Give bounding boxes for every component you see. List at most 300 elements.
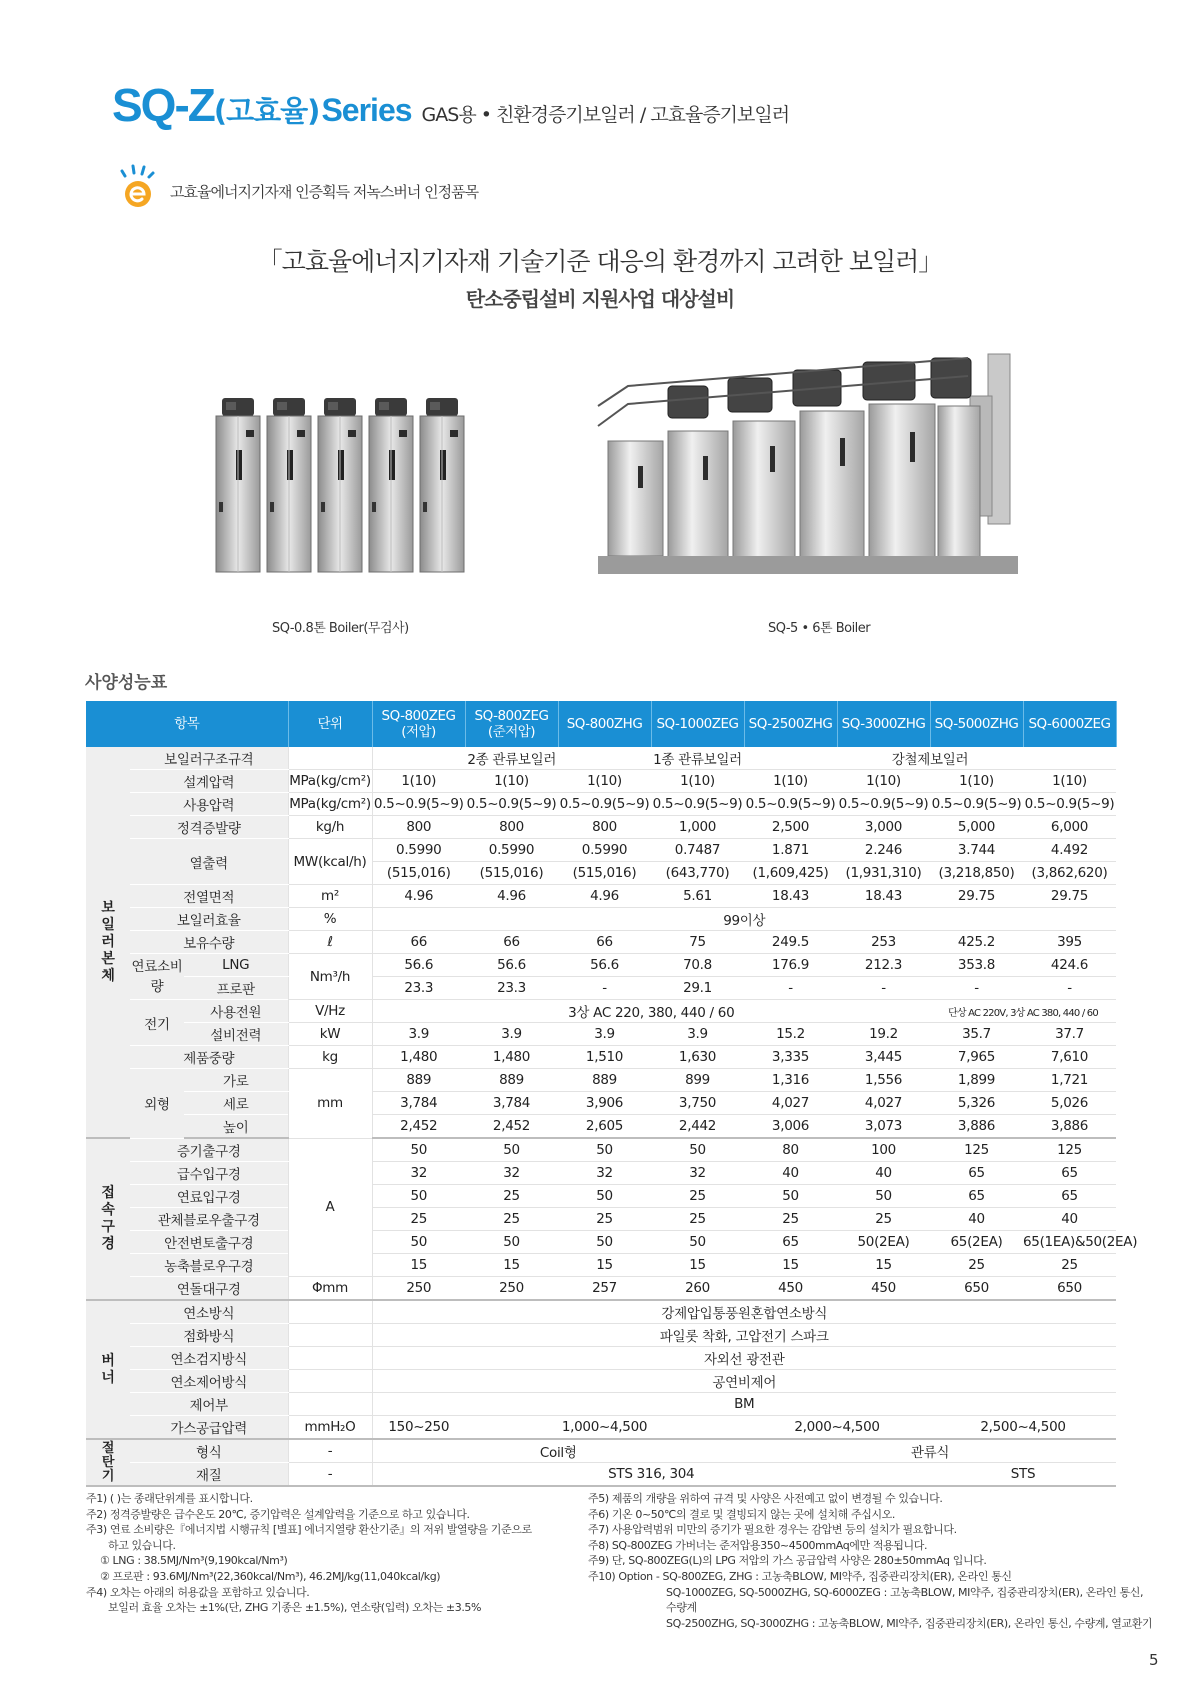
note-line: 수량계 (666, 1601, 697, 1615)
note-line: 보일러 효율 오차는 ±1%(단, ZHG 기종은 ±1.5%), 연소량(입력) 오차는 ±3.5% (108, 1601, 482, 1615)
value-cell: (515,016) (465, 862, 558, 885)
boiler-unit (369, 398, 413, 572)
boiler-unit (267, 398, 311, 572)
value-cell: 40 (930, 1208, 1023, 1231)
header-unit: 단위 (288, 701, 372, 747)
value-cell: 3,073 (837, 1115, 930, 1139)
value-cell: 125 (930, 1138, 1023, 1162)
value-cell: 257 (558, 1277, 651, 1301)
value-cell: 50 (465, 1138, 558, 1162)
value-cell: 65 (744, 1231, 837, 1254)
label-heat-output: 열출력 (130, 839, 288, 885)
group-burner: 버너 (86, 1300, 130, 1439)
note-line: 주1) ( )는 종래단위계를 표시합니다. (86, 1492, 253, 1505)
note-line: 주5) 제품의 개량을 위하여 규격 및 사양은 사전예고 없이 변경될 수 있습니다. (588, 1492, 943, 1505)
value-cell: STS 316, 304 (372, 1463, 930, 1487)
value-cell: 7,610 (1023, 1046, 1116, 1069)
header-model (372, 701, 465, 747)
value-cell: 0.5~0.9(5~9) (558, 793, 651, 816)
value-cell: 50 (837, 1185, 930, 1208)
value-cell: 3,886 (930, 1115, 1023, 1139)
value-cell: 253 (837, 931, 930, 954)
value-cell: 단상 AC 220V, 3상 AC 380, 440 / 60 (930, 1000, 1116, 1023)
label-ignition: 점화방식 (130, 1324, 288, 1347)
value-cell: 66 (558, 931, 651, 954)
value-cell: 3상 AC 220, 380, 440 / 60 (372, 1000, 930, 1023)
unit-cell: - (288, 1463, 372, 1487)
cert-text: 고효율에너지기자재 인증획득 저녹스버너 인정품목 (170, 183, 479, 201)
page-title (112, 78, 789, 132)
title-paren: (고효율) (213, 94, 320, 128)
unit-cell: - (288, 1439, 372, 1463)
spec-heading: 사양성능표 (85, 673, 168, 693)
value-cell: 50 (558, 1185, 651, 1208)
label-blow: 관체블로우출구경 (130, 1208, 288, 1231)
value-cell: 50 (558, 1138, 651, 1162)
unit-cell (288, 747, 372, 770)
value-cell: 0.5~0.9(5~9) (930, 793, 1023, 816)
unit-cell: Φmm (288, 1277, 372, 1301)
label-depth: 세로 (184, 1092, 288, 1115)
unit-cell: mm (288, 1069, 372, 1139)
unit-cell (288, 1324, 372, 1347)
value-cell: 2,000~4,500 (744, 1416, 930, 1440)
value-cell: 23.3 (465, 977, 558, 1000)
value-cell: 15 (744, 1254, 837, 1277)
row-width (86, 1069, 1116, 1092)
value-cell: 650 (930, 1277, 1023, 1301)
value-cell: 1.871 (744, 839, 837, 862)
note-line: 주3) 연료 소비량은『에너지법 시행규칙 [별표] 에너지열량 환산기준』의 저위 발열량을 기준으로 (86, 1523, 532, 1537)
value-cell: 50 (651, 1231, 744, 1254)
value-cell: 19.2 (837, 1023, 930, 1046)
label-dims: 외형 (130, 1069, 184, 1139)
title-model: SQ-Z (112, 79, 214, 131)
value-cell: 50 (372, 1138, 465, 1162)
value-cell: 2,500 (744, 816, 837, 839)
value-cell: 1(10) (651, 770, 744, 793)
value-cell: 3,886 (1023, 1115, 1116, 1139)
value-cell: 800 (465, 816, 558, 839)
row-heat-output (86, 839, 1116, 862)
value-cell: - (558, 977, 651, 1000)
value-cell: 5,326 (930, 1092, 1023, 1115)
label-height: 높이 (184, 1115, 288, 1139)
value-cell: 450 (837, 1277, 930, 1301)
note-line: 주9) 단, SQ-800ZEG(L)의 LPG 저압의 가스 공급압력 사양은 280±50mmAq 입니다. (588, 1554, 987, 1568)
left-image-caption: SQ-0.8톤 Boiler(무검사) (272, 621, 409, 636)
value-cell: 1,899 (930, 1069, 1023, 1092)
value-cell: 0.5~0.9(5~9) (744, 793, 837, 816)
value-cell: 353.8 (930, 954, 1023, 977)
value-cell: 66 (372, 931, 465, 954)
value-cell: (643,770) (651, 862, 744, 885)
value-cell: 25 (558, 1208, 651, 1231)
unit-cell (288, 1370, 372, 1393)
value-cell: 4.96 (558, 885, 651, 908)
value-cell: 50 (372, 1231, 465, 1254)
value-cell: 25 (651, 1208, 744, 1231)
group-eco: 절탄기 (86, 1439, 130, 1486)
value-cell: 395 (1023, 931, 1116, 954)
label-power: 설비전력 (184, 1023, 288, 1046)
value-cell: 1,000~4,500 (465, 1416, 744, 1440)
label-width: 가로 (184, 1069, 288, 1092)
label-weight: 제품중량 (130, 1046, 288, 1069)
value-cell: 80 (744, 1138, 837, 1162)
unit-cell: kW (288, 1023, 372, 1046)
label-lng: LNG (184, 954, 288, 977)
boiler-unit (216, 398, 260, 572)
label-fuel-in: 연료입구경 (130, 1185, 288, 1208)
value-cell: 176.9 (744, 954, 837, 977)
header-model: SQ-6000ZEG (1023, 701, 1116, 747)
value-cell: 4.96 (465, 885, 558, 908)
value-cell: 50 (651, 1138, 744, 1162)
model-name: SQ-800ZEG (474, 708, 549, 724)
label-chimney: 연돌대구경 (130, 1277, 288, 1301)
value-cell: 40 (744, 1162, 837, 1185)
value-cell: 56.6 (558, 954, 651, 977)
value-cell: 1,000 (651, 816, 744, 839)
note-line: ② 프로판 : 93.6MJ/Nm³(22,360kcal/Nm³), 46.2MJ/kg(11,040kcal/kg) (100, 1569, 441, 1583)
unit-cell: kg (288, 1046, 372, 1069)
value-cell: 18.43 (744, 885, 837, 908)
label-control: 연소제어방식 (130, 1370, 288, 1393)
slogan-sub: 탄소중립설비 지원사업 대상설비 (465, 287, 735, 311)
value-cell: 40 (837, 1162, 930, 1185)
value-cell: - (930, 977, 1023, 1000)
value-cell: 4.96 (372, 885, 465, 908)
value-cell: 강제압입통풍원혼합연소방식 (372, 1300, 1116, 1324)
value-cell: 파일롯 착화, 고압전기 스파크 (372, 1324, 1116, 1347)
value-cell: BM (372, 1393, 1116, 1416)
value-cell: (515,016) (372, 862, 465, 885)
value-cell: 4.492 (1023, 839, 1116, 862)
row-comb-type (86, 1300, 1116, 1324)
label-use-pressure: 사용압력 (130, 793, 288, 816)
value-cell: 5,000 (930, 816, 1023, 839)
value-cell: 3,335 (744, 1046, 837, 1069)
row-structure (86, 747, 1116, 770)
value-cell: 7,965 (930, 1046, 1023, 1069)
value-cell: 99이상 (372, 908, 1116, 931)
value-cell: 65 (1023, 1162, 1116, 1185)
header-model: SQ-1000ZEG (651, 701, 744, 747)
note-line: 주8) SQ-800ZEG 가버너는 준저압용350~4500mmAq에만 적용됩니다. (588, 1538, 928, 1552)
row-power (86, 1023, 1116, 1046)
spec-header-row (86, 701, 1116, 747)
value-cell: 0.5~0.9(5~9) (651, 793, 744, 816)
row-depth (86, 1092, 1116, 1115)
row-steam-out (86, 1138, 1116, 1162)
value-cell: 1,480 (372, 1046, 465, 1069)
value-cell: 3,445 (837, 1046, 930, 1069)
value-cell: - (744, 977, 837, 1000)
label-elec: 전기 (130, 1000, 184, 1046)
value-cell: 0.5990 (558, 839, 651, 862)
value-cell: 25 (930, 1254, 1023, 1277)
value-cell: 25 (837, 1208, 930, 1231)
header-model: SQ-800ZHG (558, 701, 651, 747)
value-cell: 56.6 (465, 954, 558, 977)
note-line: 주7) 사용압력범위 미만의 증기가 필요한 경우는 감압변 등의 설치가 필요합니다. (588, 1523, 957, 1537)
sq-08-boiler-image (212, 398, 470, 578)
unit-cell: kg/h (288, 816, 372, 839)
value-cell: 3,006 (744, 1115, 837, 1139)
value-cell: 150~250 (372, 1416, 465, 1440)
note-line: SQ-2500ZHG, SQ-3000ZHG : 고농축BLOW, MI약주, 집중관리장치(ER), 온라인 통신, 수량계, 열교환기 (666, 1616, 1153, 1630)
value-cell: 2.246 (837, 839, 930, 862)
value-cell: 5.61 (651, 885, 744, 908)
row-control (86, 1370, 1116, 1393)
efficiency-cert-logo-icon (113, 163, 161, 211)
value-cell: 32 (372, 1162, 465, 1185)
row-design-pressure (86, 770, 1116, 793)
value-cell: 2종 관류보일러 (372, 747, 651, 770)
value-cell: 56.6 (372, 954, 465, 977)
value-cell: 5,026 (1023, 1092, 1116, 1115)
value-cell: 249.5 (744, 931, 837, 954)
value-cell: (1,609,425) (744, 862, 837, 885)
unit-cell: Nm³/h (288, 954, 372, 1000)
value-cell: - (837, 977, 930, 1000)
row-chimney (86, 1277, 1116, 1301)
value-cell: 1,630 (651, 1046, 744, 1069)
note-line: SQ-1000ZEG, SQ-5000ZHG, SQ-6000ZEG : 고농축BLOW, MI약주, 집중관리장치(ER), 온라인 통신, (666, 1585, 1144, 1599)
value-cell: 2,452 (372, 1115, 465, 1139)
row-propane (86, 977, 1116, 1000)
value-cell: 250 (465, 1277, 558, 1301)
value-cell: 15 (837, 1254, 930, 1277)
value-cell: 0.5~0.9(5~9) (372, 793, 465, 816)
label-feed-in: 급수입구경 (130, 1162, 288, 1185)
value-cell: 0.5~0.9(5~9) (837, 793, 930, 816)
row-ignition (86, 1324, 1116, 1347)
unit-cell (288, 1393, 372, 1416)
note-line: 주2) 정격증발량은 급수온도 20℃, 증기압력은 설계압력을 기준으로 하고 있습니다. (86, 1507, 470, 1521)
unit-cell: V/Hz (288, 1000, 372, 1023)
label-cond-blow: 농축블로우구경 (130, 1254, 288, 1277)
label-material: 재질 (130, 1463, 288, 1487)
row-water (86, 931, 1116, 954)
value-cell: 1종 관류보일러 (651, 747, 744, 770)
label-comb-type: 연소방식 (130, 1300, 288, 1324)
value-cell: 0.7487 (651, 839, 744, 862)
header-model: SQ-2500ZHG (744, 701, 837, 747)
value-cell: 관류식 (744, 1439, 1116, 1463)
value-cell: 3,784 (372, 1092, 465, 1115)
value-cell: 25 (651, 1185, 744, 1208)
value-cell: 800 (372, 816, 465, 839)
slogan: 「고효율에너지기자재 기술기준 대응의 환경까지 고려한 보일러」 (257, 247, 943, 276)
value-cell: 800 (558, 816, 651, 839)
value-cell: 1,556 (837, 1069, 930, 1092)
value-cell: 212.3 (837, 954, 930, 977)
value-cell: 2,442 (651, 1115, 744, 1139)
header-item: 항목 (86, 701, 288, 747)
value-cell: 65(1EA)&50(2EA) (1023, 1231, 1116, 1254)
value-cell: 2,500~4,500 (930, 1416, 1116, 1440)
boiler-unit (420, 398, 464, 572)
label-heat-area: 전열면적 (130, 885, 288, 908)
title-series: Series (321, 92, 412, 128)
label-efficiency: 보일러효율 (130, 908, 288, 931)
notes-left (86, 1491, 532, 1616)
note-line: 하고 있습니다. (108, 1538, 176, 1552)
label-steam-out: 증기출구경 (130, 1138, 288, 1162)
value-cell: 650 (1023, 1277, 1116, 1301)
row-height (86, 1115, 1116, 1139)
value-cell: 889 (558, 1069, 651, 1092)
row-lng (86, 954, 1116, 977)
value-cell: 18.43 (837, 885, 930, 908)
unit-cell (288, 1347, 372, 1370)
value-cell: 32 (651, 1162, 744, 1185)
note-line: 주6) 기온 0~50℃의 결로 및 결빙되지 않는 곳에 설치해 주십시오. (588, 1507, 895, 1521)
value-cell: 37.7 (1023, 1023, 1116, 1046)
row-material (86, 1463, 1116, 1487)
label-eco-type: 형식 (130, 1439, 288, 1463)
value-cell: 1(10) (558, 770, 651, 793)
model-sub: (저압) (401, 724, 436, 740)
value-cell: 32 (558, 1162, 651, 1185)
value-cell: 15.2 (744, 1023, 837, 1046)
unit-cell: mmH₂O (288, 1416, 372, 1440)
value-cell: 23.3 (372, 977, 465, 1000)
row-use-pressure (86, 793, 1116, 816)
value-cell: 0.5~0.9(5~9) (1023, 793, 1116, 816)
value-cell: 50 (744, 1185, 837, 1208)
value-cell: 15 (651, 1254, 744, 1277)
header-model (465, 701, 558, 747)
value-cell: (3,862,620) (1023, 862, 1116, 885)
value-cell: (3,218,850) (930, 862, 1023, 885)
value-cell: 3,000 (837, 816, 930, 839)
value-cell: 250 (372, 1277, 465, 1301)
label-gas-pressure: 가스공급압력 (130, 1416, 288, 1440)
value-cell: 1(10) (372, 770, 465, 793)
label-detect: 연소검지방식 (130, 1347, 288, 1370)
label-safety: 안전변토출구경 (130, 1231, 288, 1254)
value-cell: 424.6 (1023, 954, 1116, 977)
value-cell: 75 (651, 931, 744, 954)
value-cell: 1,510 (558, 1046, 651, 1069)
value-cell: 3,784 (465, 1092, 558, 1115)
value-cell: 0.5990 (465, 839, 558, 862)
value-cell: Coil형 (372, 1439, 744, 1463)
row-controller (86, 1393, 1116, 1416)
value-cell: 2,605 (558, 1115, 651, 1139)
value-cell: 65 (930, 1162, 1023, 1185)
model-sub: (준저압) (487, 724, 536, 740)
unit-cell: A (288, 1138, 372, 1277)
value-cell: 3.744 (930, 839, 1023, 862)
header-model: SQ-5000ZHG (930, 701, 1023, 747)
value-cell: 70.8 (651, 954, 744, 977)
label-rated-steam: 정격증발량 (130, 816, 288, 839)
page-number: 5 (1149, 1651, 1159, 1669)
value-cell: 3.9 (558, 1023, 651, 1046)
label-power-supply: 사용전원 (184, 1000, 288, 1023)
notes-right (588, 1491, 1152, 1631)
value-cell: 1(10) (1023, 770, 1116, 793)
value-cell: 25 (465, 1208, 558, 1231)
unit-cell: MPa(kg/cm²) (288, 793, 372, 816)
unit-cell: MPa(kg/cm²) (288, 770, 372, 793)
value-cell: 35.7 (930, 1023, 1023, 1046)
group-conn: 접속구경 (86, 1138, 130, 1300)
label-propane: 프로판 (184, 977, 288, 1000)
value-cell: 50 (372, 1185, 465, 1208)
value-cell: 3.9 (372, 1023, 465, 1046)
right-image-caption: SQ-5 • 6톤 Boiler (768, 621, 871, 636)
row-blow (86, 1208, 1116, 1231)
boiler-unit (318, 398, 362, 572)
label-design-pressure: 설계압력 (130, 770, 288, 793)
value-cell: 1(10) (837, 770, 930, 793)
value-cell: 25 (372, 1208, 465, 1231)
value-cell: 1,480 (465, 1046, 558, 1069)
value-cell: 4,027 (837, 1092, 930, 1115)
value-cell: 6,000 (1023, 816, 1116, 839)
value-cell: 50 (465, 1231, 558, 1254)
value-cell: 3.9 (651, 1023, 744, 1046)
row-heat-area (86, 885, 1116, 908)
header-model: SQ-3000ZHG (837, 701, 930, 747)
value-cell: 0.5~0.9(5~9) (465, 793, 558, 816)
value-cell: 40 (1023, 1208, 1116, 1231)
unit-cell: m² (288, 885, 372, 908)
unit-cell: MW(kcal/h) (288, 839, 372, 885)
row-eco-type (86, 1439, 1116, 1463)
value-cell: 4,027 (744, 1092, 837, 1115)
value-cell: 1(10) (465, 770, 558, 793)
value-cell: 125 (1023, 1138, 1116, 1162)
value-cell: 3,750 (651, 1092, 744, 1115)
value-cell: 29.75 (930, 885, 1023, 908)
value-cell: 65(2EA) (930, 1231, 1023, 1254)
value-cell: 65 (1023, 1185, 1116, 1208)
label-structure: 보일러구조규격 (130, 747, 288, 770)
value-cell: 강철제보일러 (744, 747, 1116, 770)
value-cell: 889 (465, 1069, 558, 1092)
value-cell: STS (930, 1463, 1116, 1487)
row-fuel-in (86, 1185, 1116, 1208)
row-efficiency (86, 908, 1116, 931)
label-controller: 제어부 (130, 1393, 288, 1416)
value-cell: (1,931,310) (837, 862, 930, 885)
sq-5-6-boiler-image (598, 346, 1028, 578)
value-cell: 66 (465, 931, 558, 954)
model-name: SQ-800ZEG (381, 708, 456, 724)
row-safety (86, 1231, 1116, 1254)
value-cell: 32 (465, 1162, 558, 1185)
value-cell: 29.1 (651, 977, 744, 1000)
row-feed-in (86, 1162, 1116, 1185)
title-subtitle: GAS용 • 친환경증기보일러 / 고효율증기보일러 (421, 104, 790, 126)
value-cell: 공연비제어 (372, 1370, 1116, 1393)
unit-cell: % (288, 908, 372, 931)
row-power-supply (86, 1000, 1116, 1023)
group-body: 보일러본체 (86, 747, 130, 1138)
value-cell: (515,016) (558, 862, 651, 885)
value-cell: - (1023, 977, 1116, 1000)
value-cell: 450 (744, 1277, 837, 1301)
value-cell: 15 (558, 1254, 651, 1277)
value-cell: 3,906 (558, 1092, 651, 1115)
value-cell: 25 (744, 1208, 837, 1231)
